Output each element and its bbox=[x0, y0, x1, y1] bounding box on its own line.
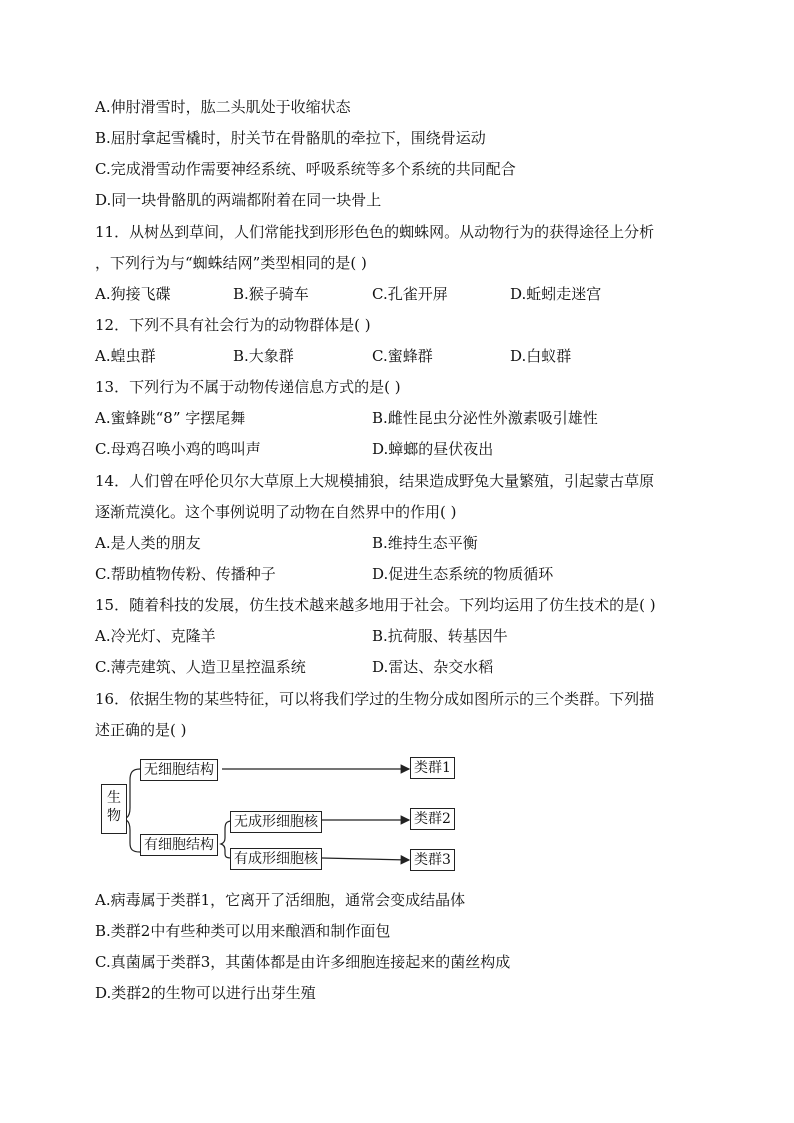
q14-option-d: D.促进生态系统的物质循环 bbox=[372, 565, 554, 583]
q16-option-c: C.真菌属于类群3，其菌体都是由许多细胞连接起来的菌丝构成 bbox=[95, 953, 511, 971]
group2-label: 类群2 bbox=[414, 811, 451, 827]
has-cell-structure-label: 有细胞结构 bbox=[144, 837, 214, 853]
q12-option-c: C.蜜蜂群 bbox=[372, 347, 433, 365]
q14-option-a: A.是人类的朋友 bbox=[95, 534, 201, 552]
q14-option-b: B.维持生态平衡 bbox=[372, 534, 478, 552]
prev-option-a: A.伸肘滑雪时，肱二头肌处于收缩状态 bbox=[95, 98, 351, 116]
root-node-label: 生物 bbox=[107, 790, 121, 824]
q15-option-a: A.冷光灯、克隆羊 bbox=[95, 627, 216, 645]
prev-option-b: B.屈肘拿起雪橇时，肘关节在骨骼肌的牵拉下，围绕骨运动 bbox=[95, 129, 486, 147]
q11-option-d: D.蚯蚓走迷宫 bbox=[510, 285, 602, 303]
group1-box bbox=[410, 757, 455, 779]
prev-option-c: C.完成滑雪动作需要神经系统、呼吸系统等多个系统的共同配合 bbox=[95, 160, 516, 178]
no-nucleus-box bbox=[230, 811, 322, 833]
q15-option-c: C.薄壳建筑、人造卫星控温系统 bbox=[95, 658, 306, 676]
q13-option-a: A.蜜蜂跳“8” 字摆尾舞 bbox=[95, 409, 246, 427]
q15-option-d: D.雷达、杂交水稻 bbox=[372, 658, 494, 676]
q14-option-c: C.帮助植物传粉、传播种子 bbox=[95, 565, 276, 583]
q16-option-a: A.病毒属于类群1，它离开了活细胞，通常会变成结晶体 bbox=[95, 891, 466, 909]
question-14-stem: 14．人们曾在呼伦贝尔大草原上大规模捕狼，结果造成野兔大量繁殖，引起蒙古草原 bbox=[95, 472, 655, 490]
q13-option-c: C.母鸡召唤小鸡的鸣叫声 bbox=[95, 440, 261, 458]
arrow-to-group3 bbox=[322, 858, 409, 860]
q11-option-b: B.猴子骑车 bbox=[233, 285, 309, 303]
question-13-stem: 13．下列行为不属于动物传递信息方式的是( ) bbox=[95, 378, 401, 396]
q11-option-a: A.狗接飞碟 bbox=[95, 285, 171, 303]
q12-option-a: A.蝗虫群 bbox=[95, 347, 156, 365]
q16-option-b: B.类群2中有些种类可以用来酿酒和制作面包 bbox=[95, 922, 391, 940]
prev-option-d: D.同一块骨骼肌的两端都附着在同一块骨上 bbox=[95, 191, 382, 209]
group3-label: 类群3 bbox=[414, 852, 451, 868]
group2-box bbox=[410, 808, 455, 830]
q12-option-b: B.大象群 bbox=[233, 347, 294, 365]
q13-option-b: B.雌性昆虫分泌性外激素吸引雄性 bbox=[372, 409, 598, 427]
q11-option-c: C.孔雀开屏 bbox=[372, 285, 448, 303]
no-nucleus-label: 无成形细胞核 bbox=[234, 814, 318, 830]
q16-option-d: D.类群2的生物可以进行出芽生殖 bbox=[95, 984, 316, 1002]
question-11-stem-cont: ，下列行为与“蜘蛛结网”类型相同的是( ) bbox=[95, 254, 367, 272]
no-cell-structure-label: 无细胞结构 bbox=[144, 762, 214, 778]
q15-option-b: B.抗荷服、转基因牛 bbox=[372, 627, 508, 645]
question-16-stem-cont: 述正确的是( ) bbox=[95, 721, 187, 739]
question-16-stem: 16．依据生物的某些特征，可以将我们学过的生物分成如图所示的三个类群。下列描 bbox=[95, 690, 655, 708]
root-node-box bbox=[101, 784, 127, 834]
question-12-stem: 12．下列不具有社会行为的动物群体是( ) bbox=[95, 316, 371, 334]
group1-label: 类群1 bbox=[414, 760, 451, 776]
has-cell-structure-box bbox=[140, 834, 218, 856]
question-15-stem: 15．随着科技的发展，仿生技术越来越多地用于社会。下列均运用了仿生技术的是( ) bbox=[95, 596, 656, 614]
question-11-stem: 11．从树丛到草间，人们常能找到形形色色的蜘蛛网。从动物行为的获得途径上分析 bbox=[95, 223, 655, 241]
has-nucleus-label: 有成形细胞核 bbox=[234, 851, 318, 867]
no-cell-structure-box bbox=[140, 759, 218, 781]
has-nucleus-box bbox=[230, 848, 322, 870]
group3-box bbox=[410, 849, 455, 871]
q12-option-d: D.白蚁群 bbox=[510, 347, 572, 365]
q13-option-d: D.蟑螂的昼伏夜出 bbox=[372, 440, 494, 458]
question-14-stem-cont: 逐渐荒漠化。这个事例说明了动物在自然界中的作用( ) bbox=[95, 503, 457, 521]
